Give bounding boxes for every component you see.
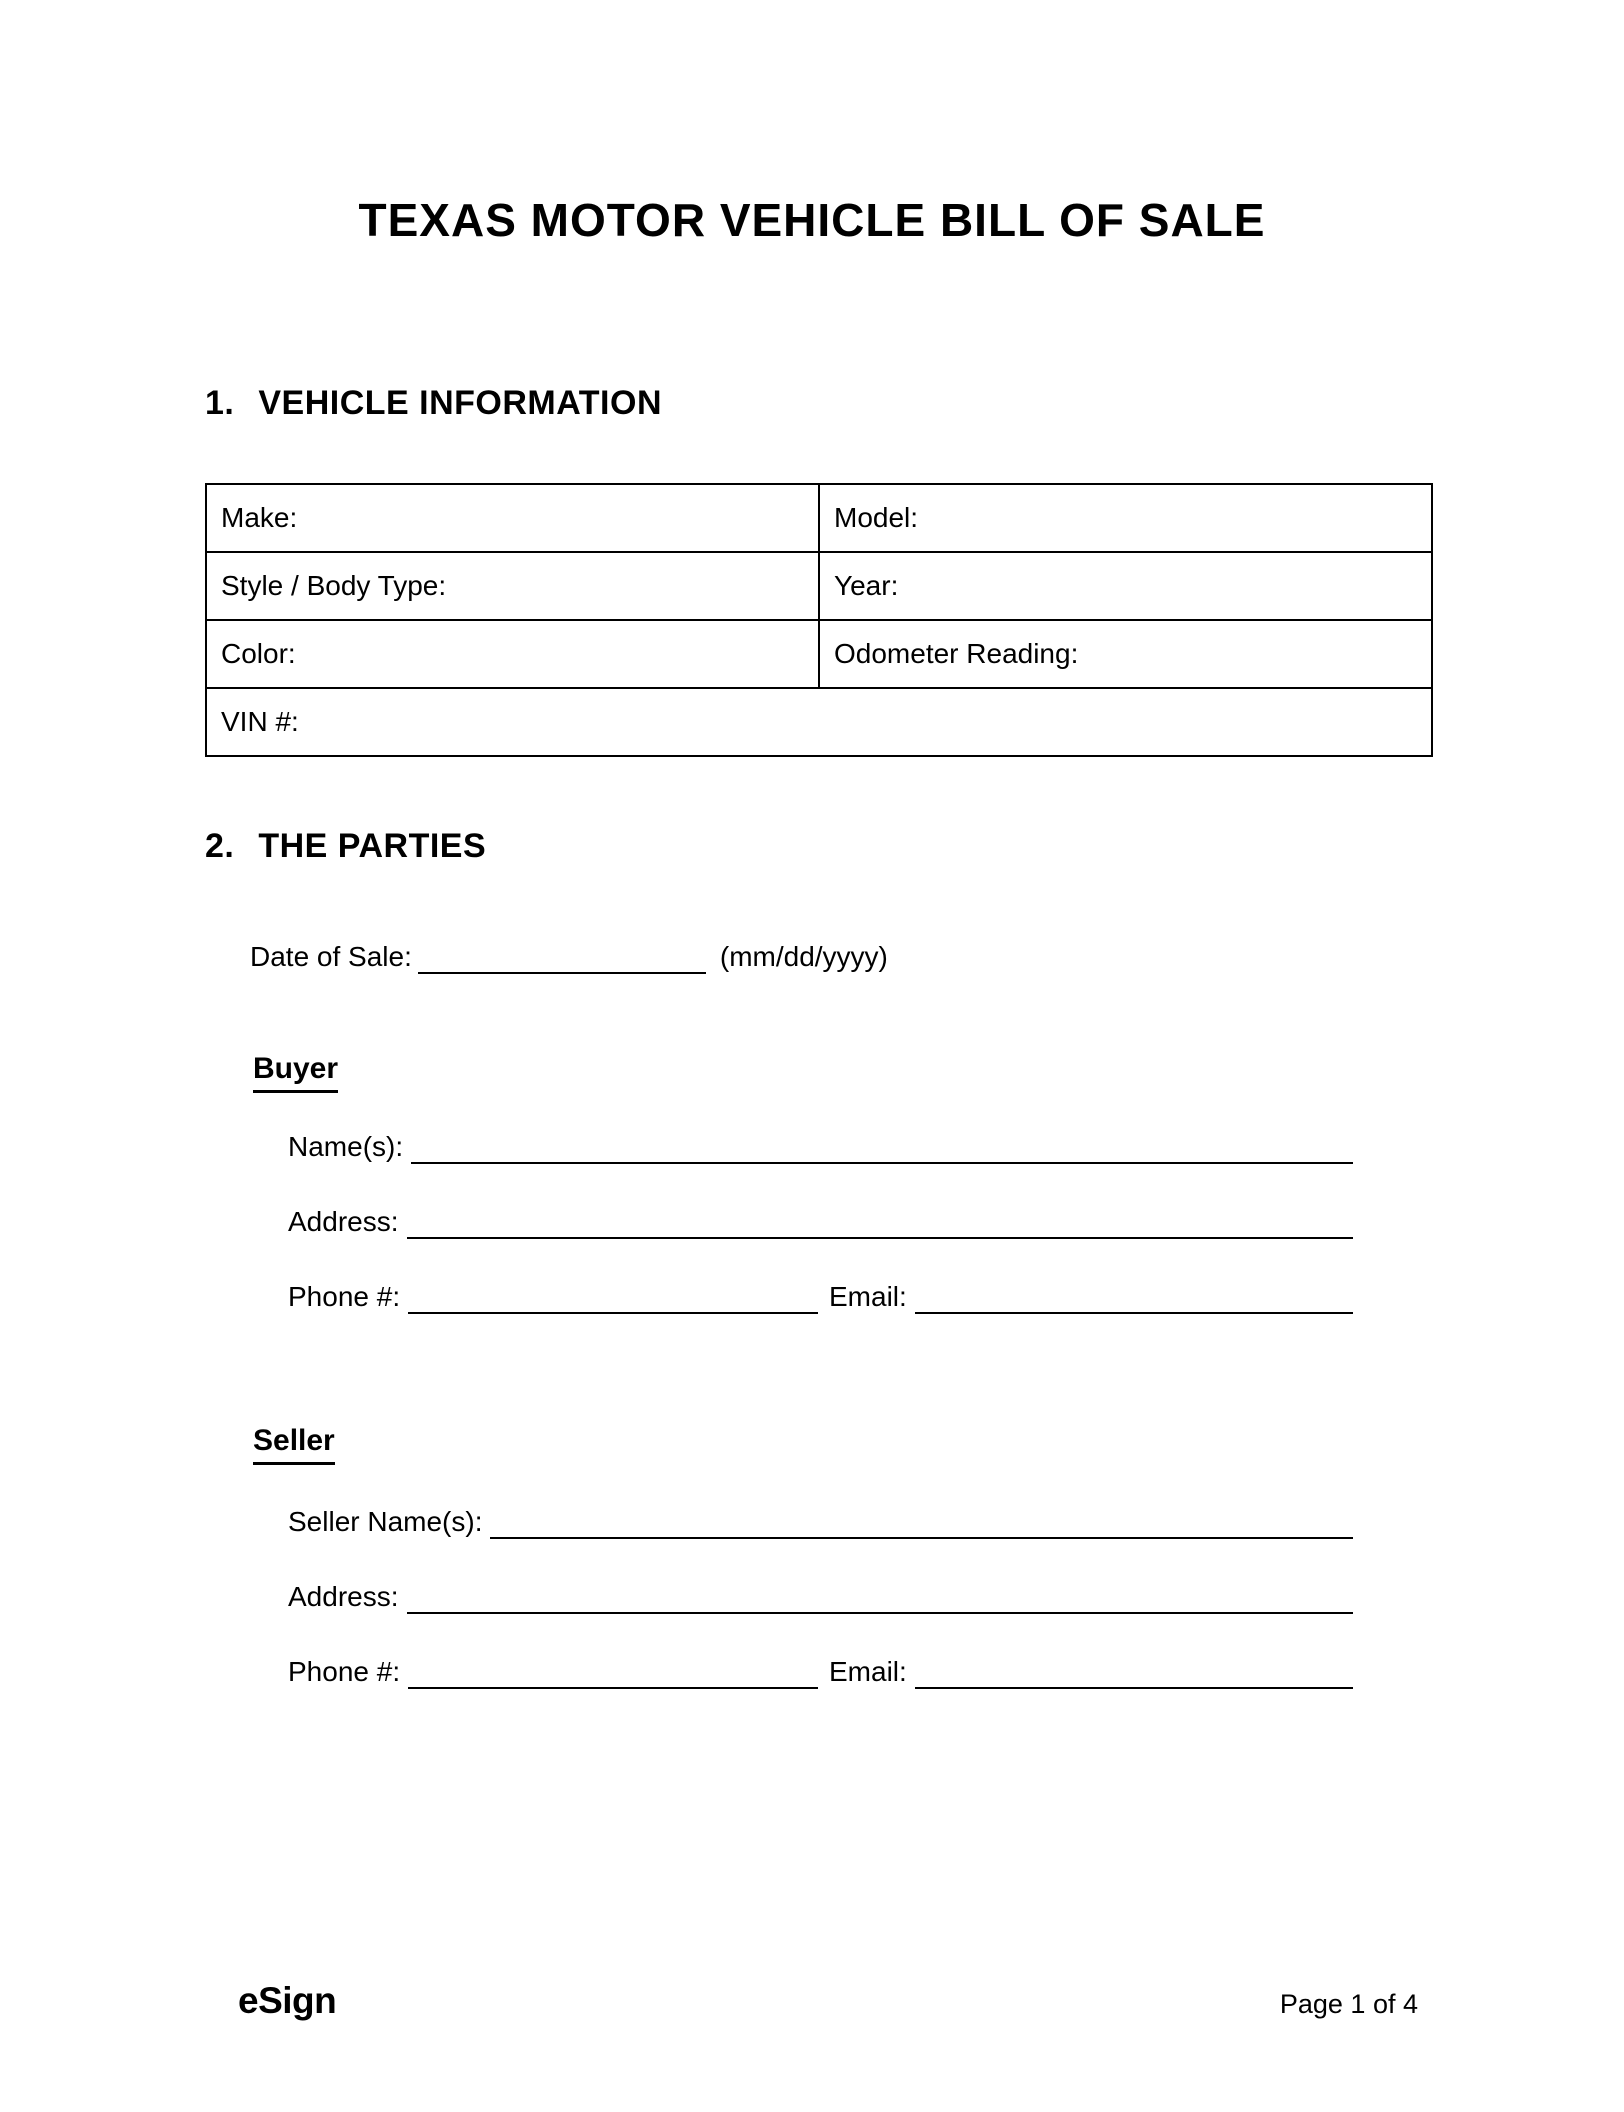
buyer-phone-label: Phone #:: [288, 1281, 401, 1312]
vin-cell[interactable]: [206, 688, 1432, 756]
buyer-name-input-line[interactable]: [411, 1128, 1353, 1164]
model-cell[interactable]: [819, 484, 1432, 552]
make-cell[interactable]: [206, 484, 819, 552]
seller-phone-label: Phone #:: [288, 1656, 401, 1687]
style-body-type-cell[interactable]: [206, 552, 819, 620]
buyer-name-label: Name(s):: [288, 1131, 404, 1162]
seller-address-input-line[interactable]: [407, 1578, 1354, 1614]
seller-name-label: Seller Name(s):: [288, 1506, 483, 1537]
section-2-heading: [205, 829, 486, 863]
seller-phone-input-line[interactable]: [408, 1653, 818, 1689]
buyer-phone-email-row: [288, 1278, 1353, 1314]
section-1-label: VEHICLE INFORMATION: [258, 384, 662, 422]
year-label: Year:: [834, 570, 899, 601]
odometer-cell[interactable]: [819, 620, 1432, 688]
section-2-label: THE PARTIES: [258, 827, 487, 865]
seller-address-label: Address:: [288, 1581, 399, 1612]
odometer-label: Odometer Reading:: [834, 638, 1079, 669]
seller-phone-email-row: [288, 1653, 1353, 1689]
seller-email-label: Email:: [829, 1656, 907, 1687]
seller-email-group: [818, 1653, 1353, 1689]
table-row: [206, 484, 1432, 552]
buyer-name-row: [288, 1128, 1353, 1164]
seller-name-row: [288, 1503, 1353, 1539]
seller-email-input-line[interactable]: [915, 1653, 1353, 1689]
model-label: Model:: [834, 502, 919, 533]
esign-logo: eSign: [238, 1980, 337, 2021]
table-row: [206, 552, 1432, 620]
date-of-sale-row: [250, 938, 888, 974]
buyer-phone-group: [288, 1278, 818, 1314]
vehicle-info-table: [205, 483, 1433, 757]
section-2-number: 2.: [205, 827, 235, 865]
style-body-type-label: Style / Body Type:: [221, 570, 447, 601]
date-of-sale-label: Date of Sale:: [250, 941, 412, 972]
year-cell[interactable]: [819, 552, 1432, 620]
buyer-address-input-line[interactable]: [407, 1203, 1354, 1239]
section-1-heading: [205, 386, 662, 420]
buyer-address-label: Address:: [288, 1206, 399, 1237]
document-title: TEXAS MOTOR VEHICLE BILL OF SALE: [358, 194, 1266, 246]
date-of-sale-input-line[interactable]: [418, 938, 706, 974]
seller-name-input-line[interactable]: [490, 1503, 1353, 1539]
vin-label: VIN #:: [221, 706, 299, 737]
buyer-email-label: Email:: [829, 1281, 907, 1312]
seller-address-row: [288, 1578, 1353, 1614]
buyer-section-heading: Buyer: [253, 1052, 338, 1093]
table-row: [206, 688, 1432, 756]
page-indicator: Page 1 of 4: [1279, 1989, 1418, 2019]
seller-section-heading: Seller: [253, 1424, 335, 1465]
buyer-phone-input-line[interactable]: [408, 1278, 818, 1314]
make-label: Make:: [221, 502, 298, 533]
buyer-email-input-line[interactable]: [915, 1278, 1353, 1314]
buyer-email-group: [818, 1278, 1353, 1314]
color-label: Color:: [221, 638, 296, 669]
table-row: [206, 620, 1432, 688]
buyer-address-row: [288, 1203, 1353, 1239]
date-format-hint: (mm/dd/yyyy): [719, 941, 888, 972]
color-cell[interactable]: [206, 620, 819, 688]
seller-phone-group: [288, 1653, 818, 1689]
section-1-number: 1.: [205, 384, 235, 422]
